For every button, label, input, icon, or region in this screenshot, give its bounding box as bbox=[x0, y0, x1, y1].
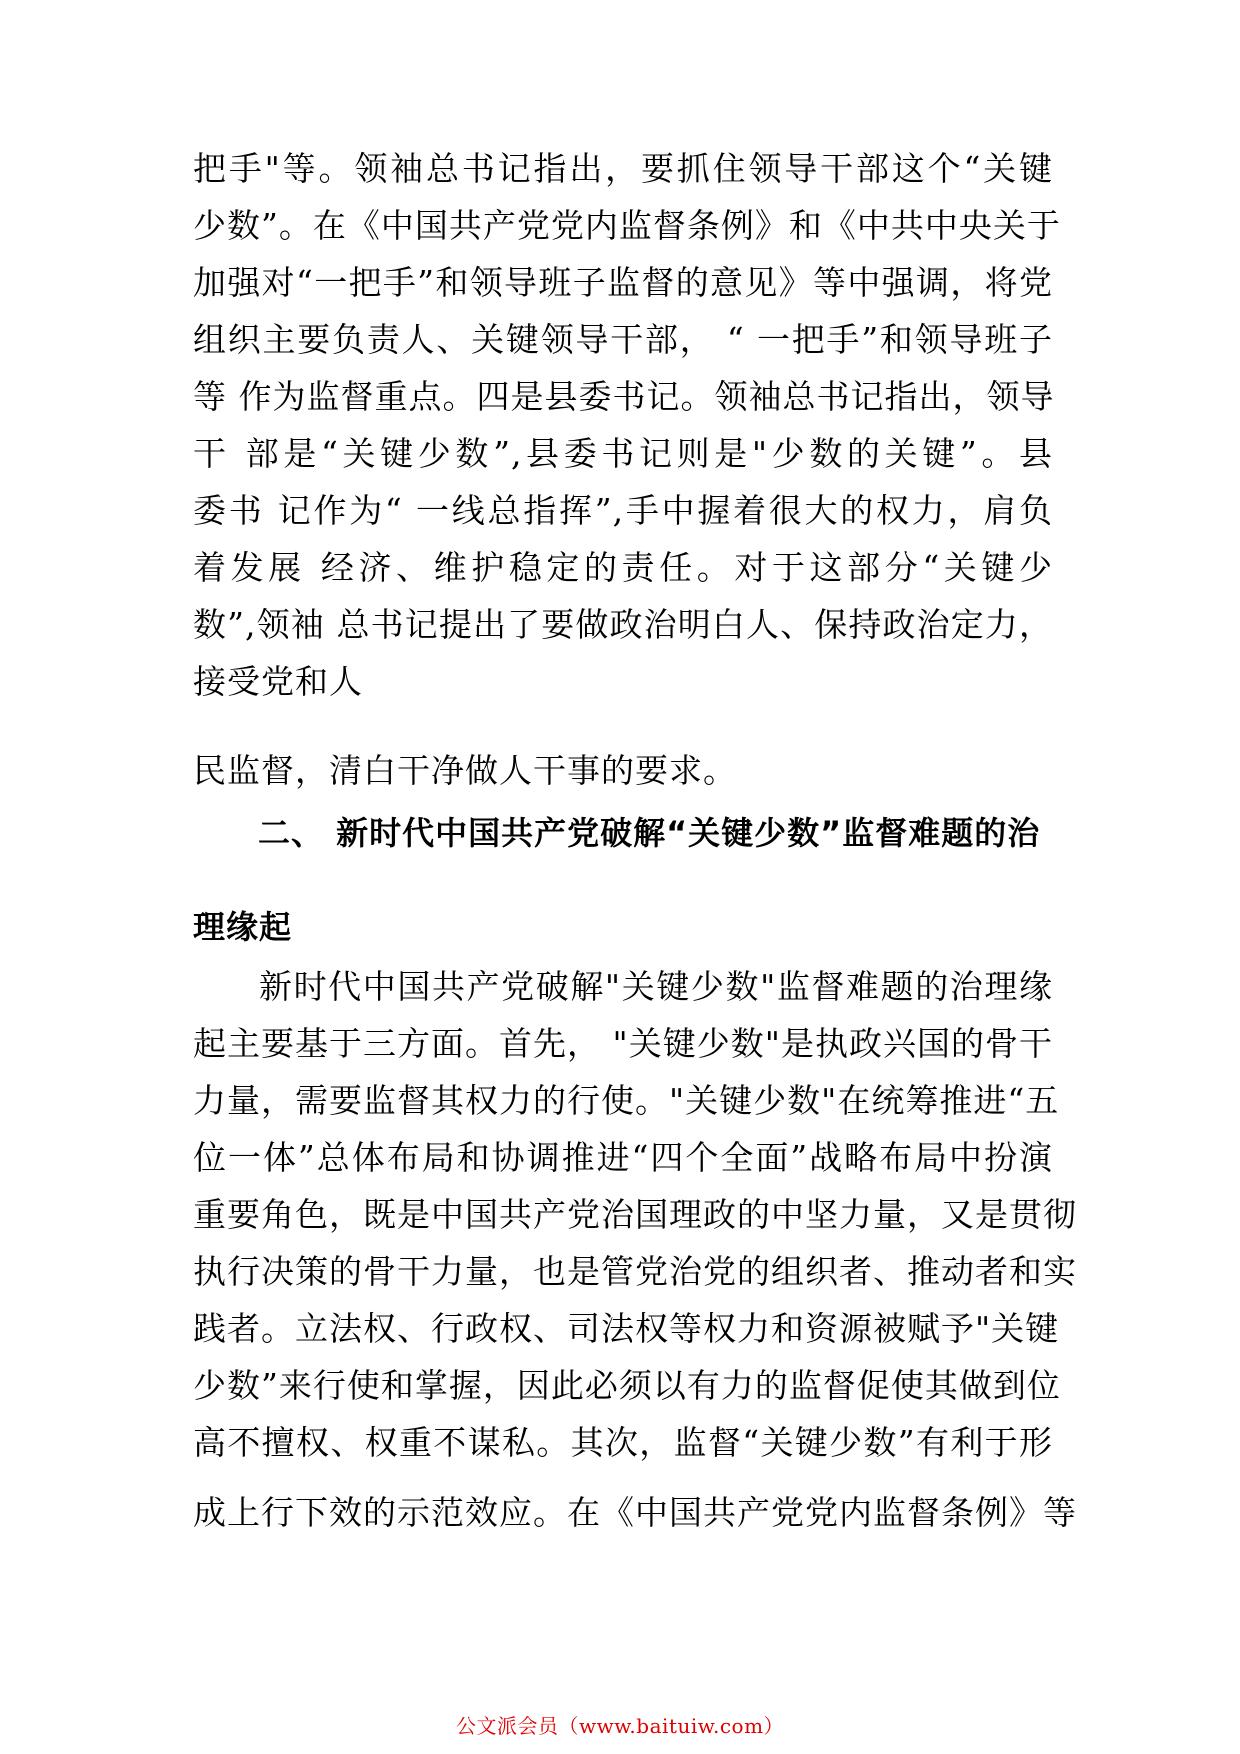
paragraph-line: 加强对“一把手”和领导班子监督的意见》等中强调，将党 bbox=[193, 263, 1053, 302]
paragraph-line: 数”,领袖 总书记提出了要做政治明白人、保持政治定力， bbox=[193, 605, 1053, 644]
paragraph-line: 民监督，清白干净做人干事的要求。 bbox=[193, 751, 737, 790]
paragraph-line: 高不擅权、权重不谋私。其次，监督“关键少数”有利于形 bbox=[193, 1423, 1053, 1462]
paragraph-line: 成上行下效的示范效应。在《中国共产党党内监督条例》等 bbox=[193, 1493, 1077, 1532]
paragraph-line: 委书 记作为“ 一线总指挥”,手中握着很大的权力，肩负 bbox=[193, 491, 1053, 530]
paragraph-line: 少数”。在《中国共产党党内监督条例》和《中共中央关于 bbox=[193, 206, 1061, 245]
paragraph-line: 重要角色，既是中国共产党治国理政的中坚力量，又是贯彻 bbox=[193, 1195, 1077, 1234]
paragraph-line: 把手"等。领袖总书记指出，要抓住领导干部这个“关键 bbox=[193, 149, 1053, 188]
paragraph-line: 等 作为监督重点。四是县委书记。领袖总书记指出，领导 bbox=[193, 377, 1055, 416]
paragraph-line: 位一体”总体布局和协调推进“四个全面”战略布局中扮演 bbox=[193, 1138, 1053, 1177]
paragraph-line: 起主要基于三方面。首先， "关键少数"是执政兴国的骨干 bbox=[193, 1024, 1053, 1063]
paragraph-1 bbox=[193, 140, 1061, 710]
paragraph-line: 组织主要负责人、关键领导干部， “ 一把手”和领导班子 bbox=[193, 320, 1053, 359]
paragraph-line: 接受党和人 bbox=[193, 662, 363, 701]
paragraph-2 bbox=[193, 742, 1053, 799]
paragraph-line: 少数”来行使和掌握，因此必须以有力的监督促使其做到位 bbox=[193, 1366, 1061, 1405]
paragraph-line: 干 部是“关键少数”,县委书记则是"少数的关键”。县 bbox=[193, 434, 1053, 473]
paragraph-line: 着发展 经济、维护稳定的责任。对于这部分“关键少 bbox=[193, 548, 1053, 587]
paragraph-3 bbox=[193, 958, 1077, 1471]
paragraph-line: 力量，需要监督其权力的行使。"关键少数"在统筹推进“五 bbox=[193, 1081, 1060, 1120]
paragraph-line: 践者。立法权、行政权、司法权等权力和资源被赋予"关键 bbox=[193, 1309, 1060, 1348]
paragraph-3-last bbox=[193, 1484, 1077, 1541]
footer-text: 公文派会员（www.baituiw.com） bbox=[455, 1714, 785, 1738]
paragraph-line: 执行决策的骨干力量，也是管党治党的组织者、推动者和实 bbox=[193, 1252, 1077, 1291]
section-heading-line-1: 二、 新时代中国共产党破解“关键少数”监督难题的治 bbox=[258, 814, 1041, 852]
section-heading-line-2: 理缘起 bbox=[193, 908, 293, 946]
paragraph-line: 新时代中国共产党破解"关键少数"监督难题的治理缘 bbox=[259, 967, 1053, 1006]
